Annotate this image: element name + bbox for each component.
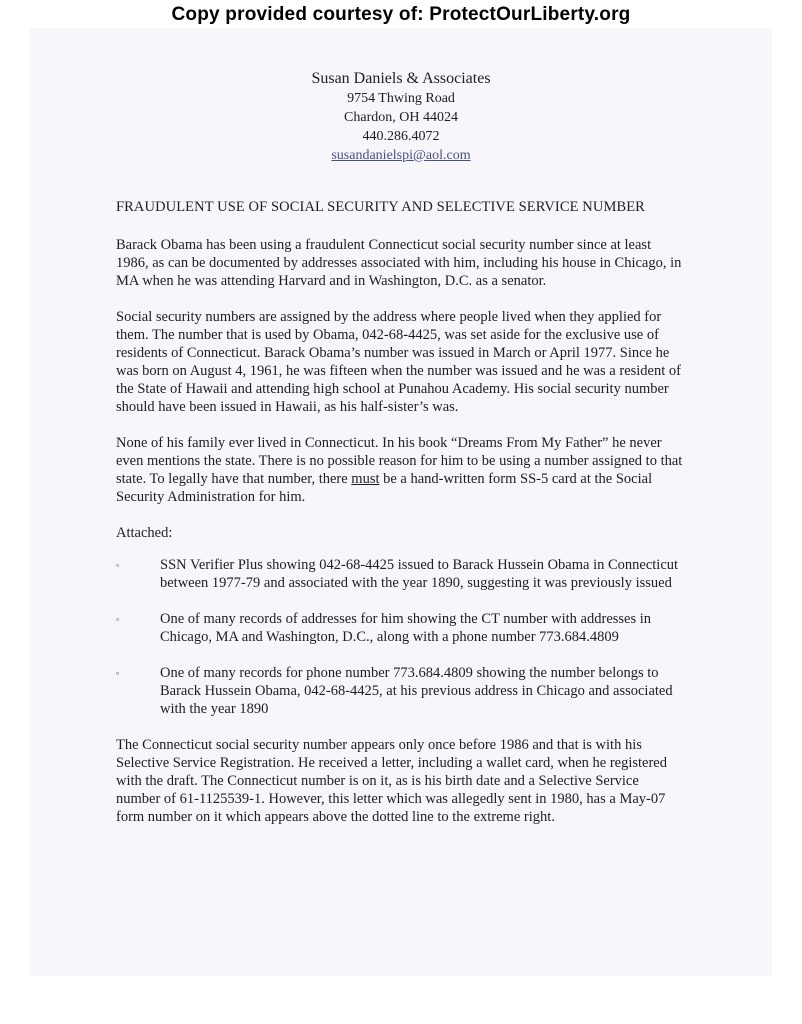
letterhead — [116, 68, 686, 165]
attachment-list — [86, 556, 686, 718]
paragraph-ssn-assignment: Social security numbers are assigned by the address where people lived when they applied for them. The number that is used by Obama, 042-68-4425, was set aside for the exclusive use of residents of Connecticut. Barack Obama’s number was issued in March or April 1977. Since he was born on August 4, 1961, he was fifteen when the number was issued and he was a resident of the State of Hawaii and attending high school at Punahou Academy. His social security number should have been issued in Hawaii, as his half-sister’s was. — [116, 309, 681, 415]
paragraph-intro: Barack Obama has been using a fraudulent Connecticut social security number since at least 1986, as can be documented by addresses associated with him, including his house in Chicago, in MA when he was attending Harvard and in Washington, D.C. as a senator. — [116, 237, 682, 289]
paragraph-selective-service: The Connecticut social security number appears only once before 1986 and that is with his Selective Service Registration. He received a letter, including a wallet card, when he registered with the draft. The Connecticut number is on it, as is his birth date and a Selective Service number of 61-1125539-1. However, this letter which was allegedly sent in 1980, has a May-07 form number on it which appears above the dotted line to the extreme right. — [116, 737, 667, 825]
bullet-icon: ▫ — [116, 614, 120, 624]
list-item — [116, 610, 686, 646]
firm-name: Susan Daniels & Associates — [311, 70, 491, 87]
courtesy-banner: Copy provided courtesy of: ProtectOurLiberty.org — [171, 4, 631, 25]
email-link[interactable]: susandanielspi@aol.com — [331, 148, 471, 163]
street-address: 9754 Thwing Road — [347, 91, 455, 106]
bullet-icon: ▫ — [116, 668, 120, 678]
phone-number: 440.286.4072 — [362, 129, 440, 144]
attachment-text: SSN Verifier Plus showing 042-68-4425 issued to Barack Hussein Obama in Connecticut between 1977-79 and associated with the year 1890, suggesting it was previously issued — [160, 557, 679, 591]
attachment-text: One of many records for phone number 773.684.4809 showing the number belongs to Barack Hussein Obama, 042-68-4425, at his previous address in Chicago and associated with the year 1890 — [160, 665, 673, 717]
document-body — [86, 68, 686, 826]
document-title: FRAUDULENT USE OF SOCIAL SECURITY AND SELECTIVE SERVICE NUMBER — [116, 199, 645, 215]
list-item — [116, 556, 686, 592]
paragraph-connecticut-text-1: None of his family ever lived in Connecticut. In his book “Dreams From My Father” he never even mentions the state. There is no possible reason for him to be using a number assigned to that state. To legally have that number, there — [116, 435, 683, 487]
emphasis-must: must — [351, 471, 380, 487]
paragraph-connecticut-text-2: be a hand-written form SS-5 card at the Social Security Administration for him. — [116, 471, 653, 505]
paragraph-connecticut — [116, 434, 686, 506]
attachment-text: One of many records of addresses for him showing the CT number with addresses in Chicago, MA and Washington, D.C., along with a phone number 773.684.4809 — [160, 611, 652, 645]
attached-label: Attached: — [116, 525, 173, 541]
bullet-icon: ▫ — [116, 560, 120, 570]
city-state-zip: Chardon, OH 44024 — [344, 110, 458, 125]
list-item — [116, 664, 686, 718]
